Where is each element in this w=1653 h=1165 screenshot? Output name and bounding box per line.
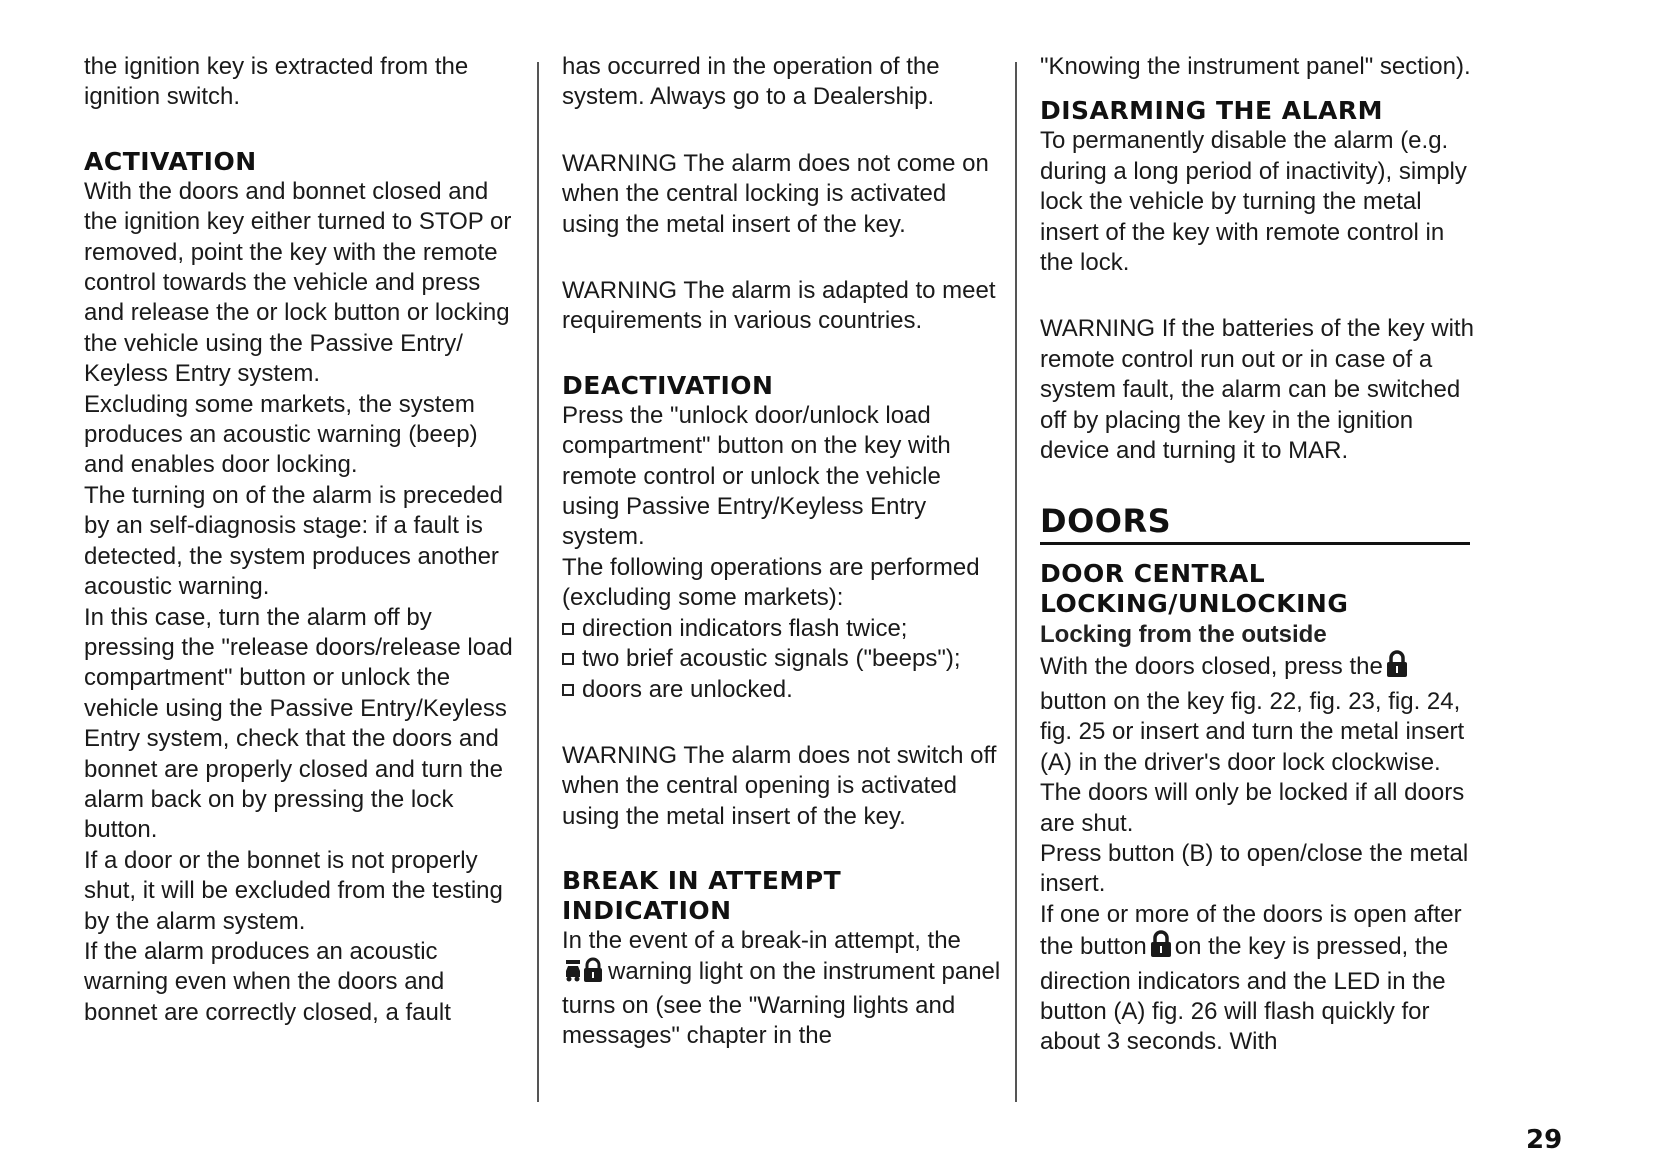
checkbox-bullet-icon xyxy=(562,653,574,665)
paragraph: The turning on of the alarm is preceded by an self-diagnosis stage: if a fault is detected, the system produces another acoustic warning. xyxy=(84,481,503,601)
paragraph: The following operations are performed (excluding some markets): xyxy=(562,553,980,612)
paragraph: Excluding some markets, the system produces an acoustic warning (beep) and enables door locking. xyxy=(84,390,478,479)
paragraph: If the alarm produces an acoustic warning even when the doors and bonnet are correctly closed, a fault xyxy=(84,937,451,1026)
locking-outside-subheading: Locking from the outside xyxy=(1040,621,1327,649)
disarming-heading: DISARMING THE ALARM xyxy=(1040,96,1383,126)
lock-icon xyxy=(1150,930,1172,966)
warning-note: WARNING The alarm is adapted to meet requirements in various countries. xyxy=(562,277,996,335)
list-item: direction indicators flash twice; xyxy=(562,614,1002,644)
paragraph: "Knowing the instrument panel" section). xyxy=(1040,53,1471,80)
paragraph: With the doors and bonnet closed and the ignition key either turned to STOP or removed, point the key with the remote control towards the vehicle and press and release the or lock button or locking the vehicle using the Passive Entry/ Keyless Entry system. xyxy=(84,177,512,388)
paragraph: In the event of a break-in attempt, the warning light on the instrument panel turns on (see the "Warning lights and messages" chapter in the xyxy=(562,927,1001,1050)
paragraph: has occurred in the operation of the system. Always go to a Dealership. xyxy=(562,53,940,111)
paragraph: Press button (B) to open/close the metal insert. xyxy=(1040,839,1469,898)
page-number: 29 xyxy=(1526,1125,1563,1155)
column-1 xyxy=(84,52,524,1028)
paragraph: To permanently disable the alarm (e.g. during a long period of inactivity), simply lock the vehicle by turning the metal insert of the key with remote control in the lock. xyxy=(1040,127,1467,277)
list-item: doors are unlocked. xyxy=(562,675,1002,705)
paragraph: In this case, turn the alarm off by pressing the "release doors/release load compartment" button or unlock the vehicle using the Passive Entry/Keyless Entry system, check that the doors and bonnet are properly closed and turn the alarm back on by pressing the lock button. xyxy=(84,603,513,844)
break-in-heading: BREAK IN ATTEMPT INDICATION xyxy=(562,866,842,926)
deactivation-heading: DEACTIVATION xyxy=(562,370,774,400)
checkbox-bullet-icon xyxy=(562,684,574,696)
warning-note: WARNING The alarm does not come on when the central locking is activated using the metal insert of the key. xyxy=(562,149,989,238)
activation-heading: ACTIVATION xyxy=(84,146,257,176)
paragraph: If one or more of the doors is open after the button on the key is pressed, the direction indicators and the LED in the button (A) fig. 26 will flash quickly for about 3 seconds. With xyxy=(1040,900,1462,1056)
column-divider xyxy=(537,62,539,1102)
column-2 xyxy=(562,52,1002,1052)
paragraph: With the doors closed, press the button on the key fig. 22, fig. 23, fig. 24, fig. 25 or insert and turn the metal insert (A) in the driver's door lock clockwise. The doors will only be locked if all doors are shut. xyxy=(1040,650,1480,838)
doors-chapter-heading: DOORS xyxy=(1040,502,1470,545)
list-item: two brief acoustic signals ("beeps"); xyxy=(562,644,1002,674)
checkbox-bullet-icon xyxy=(562,623,574,635)
paragraph: Press the "unlock door/unlock load compartment" button on the key with remote control or unlock the vehicle using Passive Entry/Keyless Entry system. xyxy=(562,401,951,551)
central-locking-heading: DOOR CENTRAL LOCKING/UNLOCKING xyxy=(1040,559,1349,619)
column-3 xyxy=(1040,52,1480,1058)
alarm-warning-light-icon xyxy=(565,957,605,991)
warning-note: WARNING The alarm does not switch off when the central opening is activated using the metal insert of the key. xyxy=(562,741,997,830)
paragraph: the ignition key is extracted from the ignition switch. xyxy=(84,53,469,111)
paragraph: If a door or the bonnet is not properly shut, it will be excluded from the testing by the alarm system. xyxy=(84,846,503,935)
column-divider xyxy=(1015,62,1017,1102)
lock-icon xyxy=(1386,650,1408,686)
warning-note: WARNING If the batteries of the key with remote control run out or in case of a system fault, the alarm can be switched off by placing the key in the ignition device and turning it to MAR. xyxy=(1040,315,1474,465)
